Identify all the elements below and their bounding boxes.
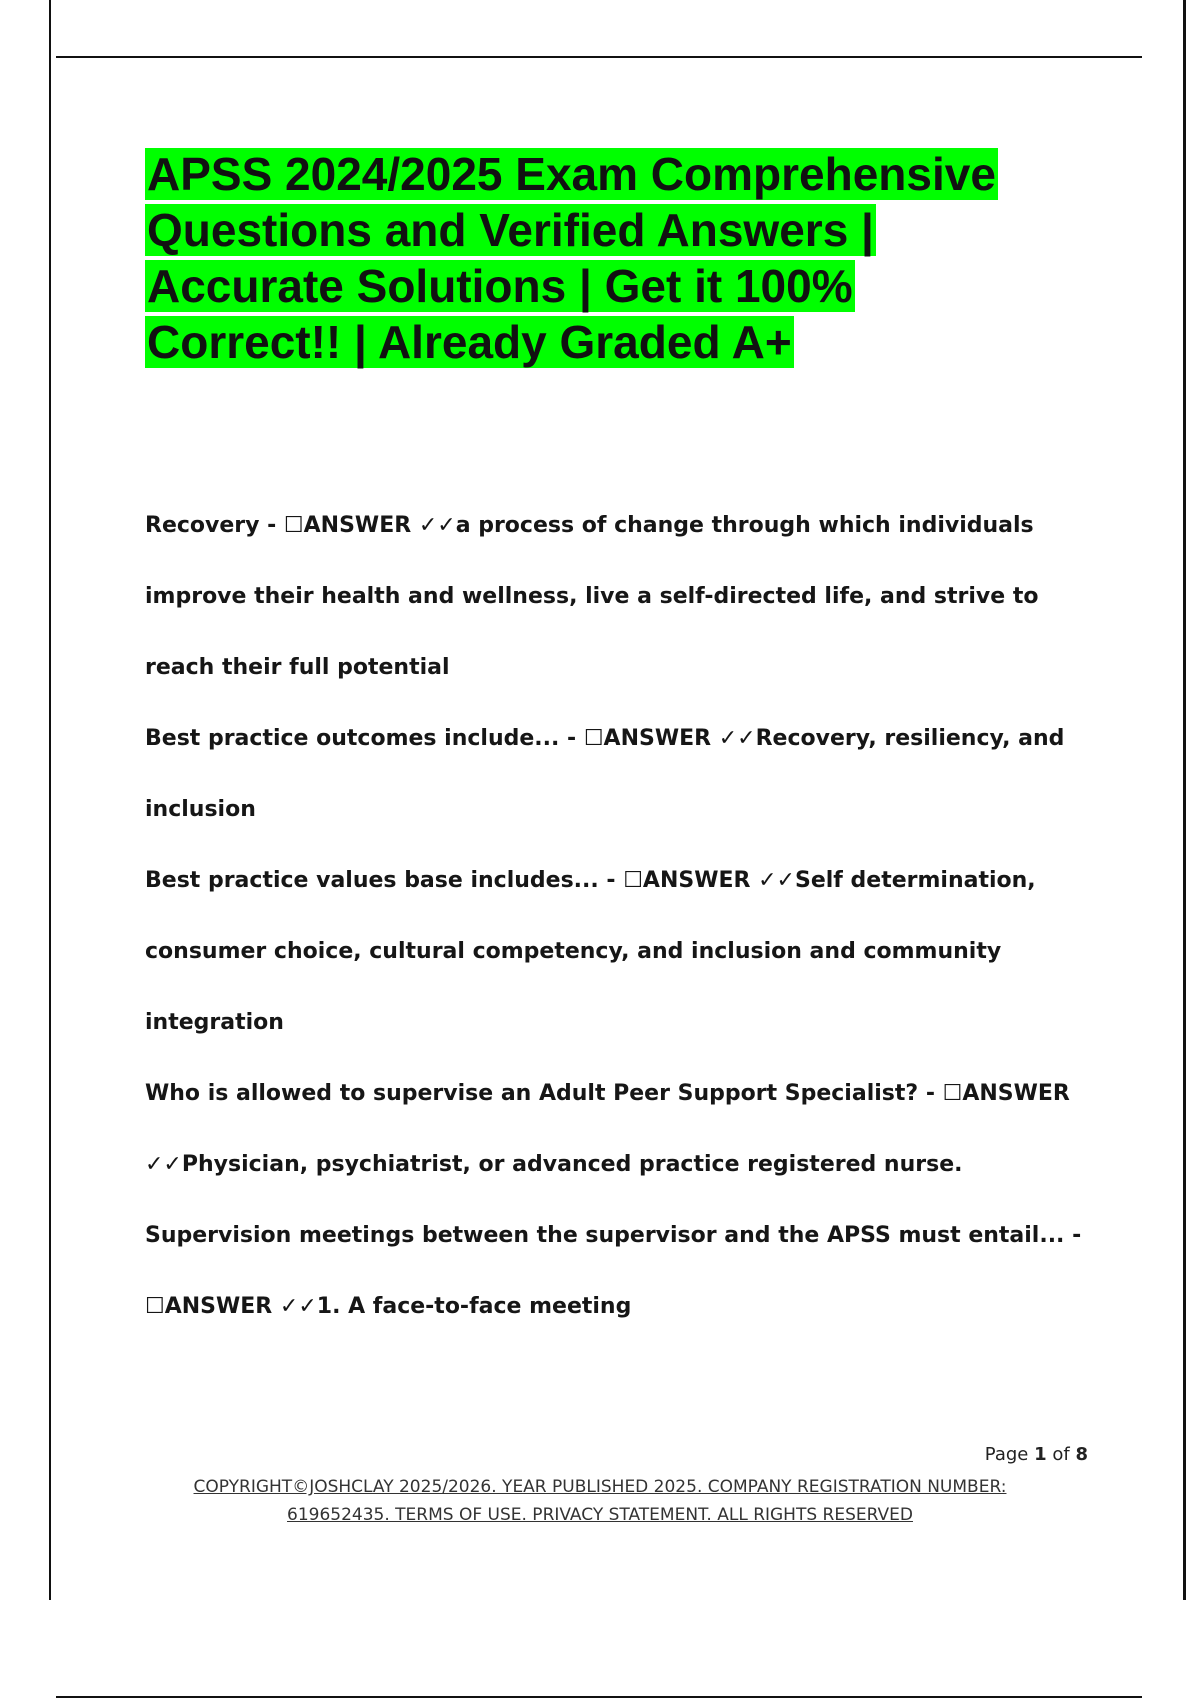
copyright-line-1: COPYRIGHT©JOSHCLAY 2025/2026. YEAR PUBLISHED 2025. COMPANY REGISTRATION NUMBER: — [193, 1477, 1007, 1497]
answer-marker: - ☐ANSWER ✓✓ — [267, 513, 456, 538]
copyright-line-2: 619652435. TERMS OF USE. PRIVACY STATEMENT. ALL RIGHTS RESERVED — [287, 1505, 913, 1525]
answer-marker: - ☐ANSWER ✓✓ — [606, 868, 795, 893]
page-number — [890, 1444, 1088, 1465]
page-of: of — [1052, 1444, 1070, 1465]
answer-text: Recovery, resiliency, and inclusion — [145, 726, 1065, 822]
answer-marker: - ☐ANSWER ✓✓ — [567, 726, 756, 751]
page-current: 1 — [1034, 1444, 1047, 1465]
qa-item — [145, 845, 1095, 1058]
question-text: Best practice outcomes include... — [145, 726, 560, 751]
answer-text: a process of change through which individuals improve their health and wellness, live a self-directed life, and strive to reach their full potential — [145, 513, 1039, 680]
question-text: Recovery — [145, 513, 260, 538]
qa-item — [145, 490, 1095, 703]
answer-marker: - ☐ANSWER ✓✓ — [145, 1223, 1082, 1319]
page-right-border — [1183, 0, 1186, 1600]
question-text: Who is allowed to supervise an Adult Peer Support Specialist? — [145, 1081, 919, 1106]
document-title-text: APSS 2024/2025 Exam Comprehensive Questions and Verified Answers | Accurate Solutions | Get it 100% Correct!! | Already Graded A+ — [147, 148, 996, 368]
document-title — [145, 146, 1045, 370]
page-left-border — [49, 0, 51, 1600]
top-divider — [56, 56, 1142, 58]
qa-item — [145, 703, 1095, 845]
qa-item — [145, 1200, 1095, 1342]
qa-list — [145, 490, 1095, 1342]
qa-item — [145, 1058, 1095, 1200]
bottom-divider — [56, 1696, 1142, 1698]
answer-marker: - ☐ANSWER ✓✓ — [145, 1081, 1070, 1177]
question-text: Supervision meetings between the supervisor and the APSS must entail... — [145, 1223, 1065, 1248]
copyright-notice — [160, 1473, 1040, 1529]
answer-text: 1. A face-to-face meeting — [316, 1294, 632, 1319]
answer-text: Self determination, consumer choice, cultural competency, and inclusion and community integration — [145, 868, 1036, 1035]
answer-text: Physician, psychiatrist, or advanced practice registered nurse. — [181, 1152, 963, 1177]
page-total: 8 — [1075, 1444, 1088, 1465]
page-label: Page — [984, 1444, 1029, 1465]
question-text: Best practice values base includes... — [145, 868, 599, 893]
